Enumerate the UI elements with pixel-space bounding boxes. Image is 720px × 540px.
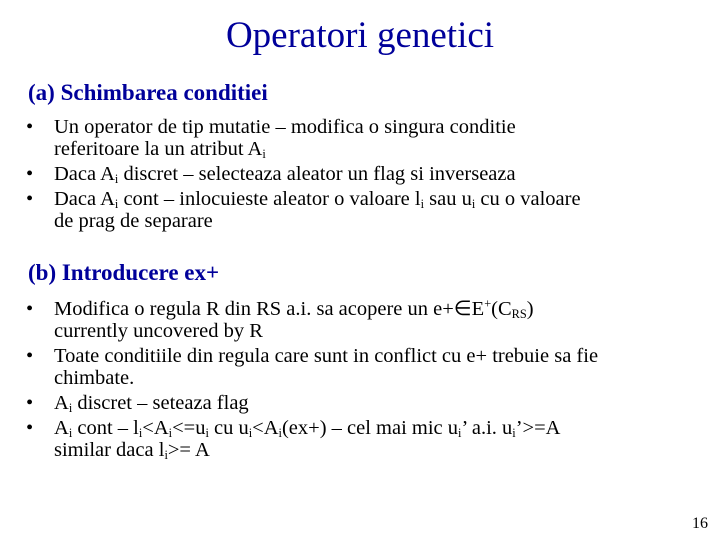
bullet-marker: •: [26, 417, 34, 439]
list-item: • Daca $A_i$ cont – inlocuieste aleator o valoare $l_i$ sau $u_i$ cu o valoare de prag de separare: [26, 188, 581, 232]
bullet-marker: •: [26, 345, 34, 367]
list-item: • $A_i$ cont – $l_i<A_i<=u_i$ cu $u_i<A_i(ex+)$ – cel mai mic $u_i$’ a.i. $u_i’>=A$ similar daca $l_i>= A$: [26, 417, 561, 463]
bullet-marker: •: [26, 188, 34, 210]
section-heading-a: (a) Schimbarea conditiei: [28, 80, 268, 105]
bullet-marker: •: [26, 298, 34, 320]
bullet-list-b: [26, 298, 706, 464]
section-heading-b: (b) Introducere ex+: [28, 260, 220, 285]
list-item: • Toate conditiile din regula care sunt in conflict cu e+ trebuie sa fie chimbate.: [26, 345, 599, 389]
list-item: • Daca $A_i$ discret – selecteaza aleator un flag si inverseaza: [26, 163, 516, 187]
list-item: • Modifica o regula R din RS a.i. sa acopere un $e+\in E^+(C_{RS})$ currently uncovered by R: [26, 296, 534, 342]
bullet-marker: •: [26, 116, 34, 138]
bullet-marker: •: [26, 163, 34, 185]
bullet-marker: •: [26, 392, 34, 414]
bullet-list-a: [26, 116, 706, 235]
list-item: • $A_i$ discret – seteaza flag: [26, 392, 249, 416]
slide-title: Operatori genetici: [225, 15, 495, 56]
list-item: • Un operator de tip mutatie – modifica o singura conditie referitoare la un atribut $A_i$: [26, 116, 516, 162]
page-number: 16: [692, 515, 708, 532]
